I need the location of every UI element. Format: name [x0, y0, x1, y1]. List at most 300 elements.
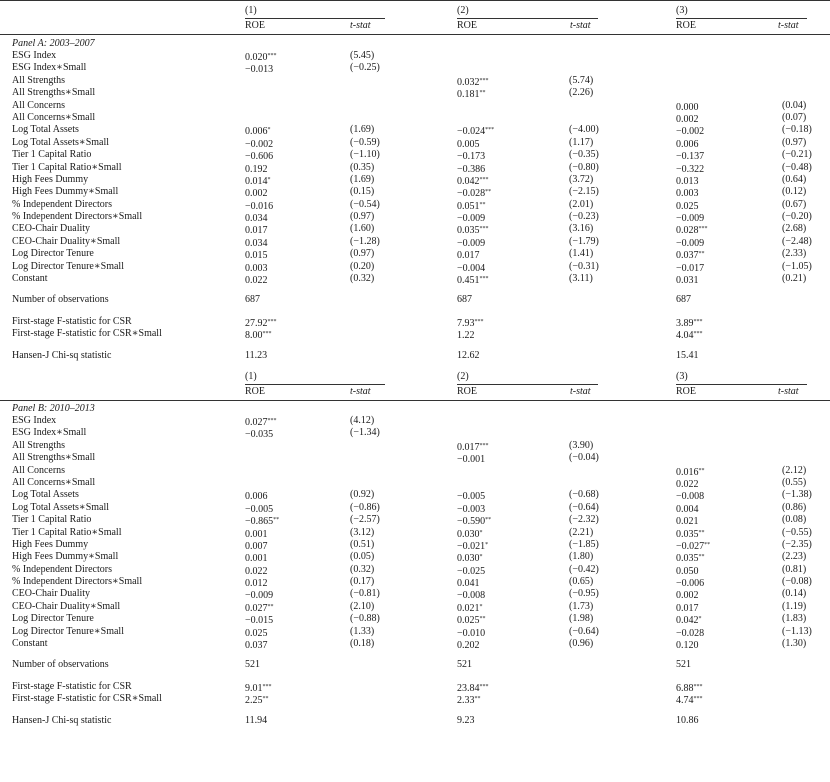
table-row [0, 273, 830, 285]
coef-col2-value: 0.021 [457, 602, 480, 614]
coef-col2-value: −0.025 [457, 565, 486, 577]
coef-col1-value: 0.034 [245, 237, 268, 249]
panel-title: Panel A: 2003–2007 [12, 38, 95, 49]
tstat-col1: (−0.25) [350, 62, 380, 74]
coef-col2-value: −0.003 [457, 503, 486, 515]
coef-col2-value: −0.173 [457, 151, 486, 163]
tstat-col3: (0.14) [782, 588, 807, 600]
coef-col3-value: −0.009 [676, 237, 705, 249]
row-label: % Independent Directors [12, 198, 112, 210]
coef-col3-value: 0.021 [676, 516, 699, 528]
tstat-col1: (4.12) [350, 414, 375, 426]
row-label: Log Director Tenure∗Small [12, 260, 124, 272]
row-label: % Independent Directors [12, 563, 112, 575]
fstat-col1 [245, 328, 272, 342]
fstat-col2-stars: ** [474, 696, 481, 703]
coef-col2-value: 0.017 [457, 441, 480, 453]
fstat-row [0, 328, 830, 340]
fstat-col2-stars: *** [474, 318, 484, 325]
row-label: High Fees Dummy∗Small [12, 551, 119, 563]
tstat-col3: (−1.05) [782, 260, 812, 272]
table-row [0, 576, 830, 588]
row-label: Log Total Assets∗Small [12, 136, 110, 148]
coef-col2-stars: *** [479, 77, 489, 84]
tstat-col2: (2.26) [569, 87, 594, 99]
tstat-col3: (1.19) [782, 600, 807, 612]
coef-col3-value: 0.042 [676, 615, 699, 627]
coef-col3-value: 0.035 [676, 553, 699, 565]
tstat-header-3: t-stat [778, 20, 799, 31]
row-label: Tier 1 Capital Ratio [12, 514, 92, 526]
coef-col2 [457, 638, 480, 652]
tstat-header-2: t-stat [570, 20, 591, 31]
coef-col3-value: 0.050 [676, 565, 699, 577]
coef-col3-stars: ** [704, 541, 711, 548]
tstat-col2: (−0.35) [569, 149, 599, 161]
row-label: Constant [12, 638, 48, 650]
coef-col3-value: 0.000 [676, 101, 699, 113]
coef-col2-value: 0.202 [457, 640, 480, 652]
coef-col1-stars: ** [267, 603, 274, 610]
fstat-col3 [676, 328, 703, 342]
table-row [0, 112, 830, 124]
tstat-col3: (−0.55) [782, 526, 812, 538]
table-row [0, 248, 830, 260]
table-row [0, 100, 830, 112]
tstat-col1: (−1.10) [350, 149, 380, 161]
coef-col1-value: 0.027 [245, 416, 268, 428]
tstat-col2: (3.72) [569, 173, 594, 185]
tstat-col2: (−2.32) [569, 514, 599, 526]
tstat-col3: (2.68) [782, 223, 807, 235]
row-label: All Concerns [12, 464, 66, 476]
column-numbers [0, 4, 830, 18]
tstat-col1: (0.17) [350, 576, 375, 588]
coef-col3-value: 0.003 [676, 188, 699, 200]
coef-col2-stars: ** [479, 201, 486, 208]
table-row [0, 477, 830, 489]
coef-col2 [457, 273, 489, 287]
tstat-col1: (−0.54) [350, 198, 380, 210]
tstat-col1: (−1.34) [350, 427, 380, 439]
coef-col1-value: 0.006 [245, 126, 268, 138]
tstat-col2: (−0.23) [569, 211, 599, 223]
tstat-col2: (3.90) [569, 439, 594, 451]
tstat-col2: (5.74) [569, 74, 594, 86]
coef-col3-value: −0.009 [676, 213, 705, 225]
coef-col2-value: 0.025 [457, 615, 480, 627]
coef-col1-value: 0.001 [245, 528, 268, 540]
table-row [0, 527, 830, 539]
coef-col3-value: 0.028 [676, 225, 699, 237]
coef-col3-value: 0.037 [676, 250, 699, 262]
tstat-col3: (−1.13) [782, 625, 812, 637]
coef-col1-value: 0.015 [245, 250, 268, 262]
row-label: Tier 1 Capital Ratio∗Small [12, 161, 122, 173]
coef-col1-value: 0.007 [245, 540, 268, 552]
row-label: ESG Index [12, 414, 57, 426]
coef-col2-stars: *** [479, 276, 489, 283]
coef-col2-value: 0.035 [457, 225, 480, 237]
tstat-col2: (1.80) [569, 551, 594, 563]
row-label: First-stage F-statistic for CSR [12, 315, 132, 327]
header-bottom-rule [0, 400, 830, 401]
tstat-col2: (−0.64) [569, 625, 599, 637]
hansen-col3: 10.86 [676, 714, 699, 726]
tstat-col3: (−2.48) [782, 235, 812, 247]
coef-col2-value: −0.386 [457, 163, 486, 175]
row-label: Log Director Tenure [12, 248, 94, 260]
fstat-col2-value: 2.33 [457, 695, 475, 707]
table-row [0, 564, 830, 576]
row-label: First-stage F-statistic for CSR∗Small [12, 328, 162, 340]
fstat-col2 [457, 328, 475, 342]
row-label: CEO-Chair Duality∗Small [12, 235, 121, 247]
tstat-col3: (−0.21) [782, 149, 812, 161]
coef-col3-value: −0.017 [676, 262, 705, 274]
coef-col2-value: 0.005 [457, 138, 480, 150]
hansen-col3: 15.41 [676, 349, 699, 361]
fstat-col3-stars: *** [693, 696, 703, 703]
table-row [0, 75, 830, 87]
row-label: All Strengths∗Small [12, 452, 96, 464]
fstat-col1-value: 8.00 [245, 330, 263, 342]
fstat-col3-value: 3.89 [676, 317, 694, 329]
nobs-col3: 687 [676, 294, 691, 306]
coef-col1-value: −0.015 [245, 615, 274, 627]
coef-col3-value: −0.008 [676, 491, 705, 503]
tstat-header-2: t-stat [570, 385, 591, 397]
tstat-col1: (0.32) [350, 563, 375, 575]
coef-col1-value: 0.001 [245, 553, 268, 565]
hansen-row [0, 715, 830, 727]
row-label: Log Total Assets [12, 124, 79, 136]
column-subheaders [0, 385, 830, 399]
roe-header-3: ROE [676, 385, 696, 397]
tstat-col1: (2.10) [350, 600, 375, 612]
coef-col1-value: 0.022 [245, 565, 268, 577]
tstat-col2: (0.65) [569, 576, 594, 588]
tstat-col2: (1.73) [569, 600, 594, 612]
coef-col3-stars: ** [698, 529, 705, 536]
tstat-col2: (−1.79) [569, 235, 599, 247]
tstat-col2: (−2.15) [569, 186, 599, 198]
table-row [0, 50, 830, 62]
fstat-col2 [457, 693, 481, 707]
fstat-col3-value: 6.88 [676, 682, 694, 694]
coef-col3 [676, 273, 699, 287]
tstat-col1: (−0.88) [350, 613, 380, 625]
coef-col2-value: −0.009 [457, 237, 486, 249]
tstat-col3: (−0.18) [782, 124, 812, 136]
row-label: ESG Index [12, 50, 57, 61]
row-label: Number of observations [12, 294, 109, 306]
coef-col1-value: 0.017 [245, 225, 268, 237]
hansen-col2: 9.23 [457, 714, 475, 726]
coef-col2-value: 0.181 [457, 89, 480, 101]
coef-col2-value: 0.030 [457, 553, 480, 565]
tstat-col1: (1.60) [350, 223, 375, 235]
fstat-col3-value: 4.04 [676, 330, 694, 342]
tstat-col2: (−0.68) [569, 489, 599, 501]
tstat-col1: (0.35) [350, 161, 375, 173]
coef-col2-stars: ** [485, 517, 492, 524]
fstat-col3-stars: *** [693, 331, 703, 338]
coef-col1-value: 0.002 [245, 188, 268, 200]
tstat-col2: (0.96) [569, 638, 594, 650]
nobs-col2: 687 [457, 294, 472, 306]
column-number-1: (1) [245, 370, 257, 382]
tstat-col3: (0.81) [782, 563, 807, 575]
fstat-row [0, 681, 830, 693]
tstat-col2: (−0.64) [569, 501, 599, 513]
coef-col3-value: 0.002 [676, 113, 699, 125]
coef-col2-stars: *** [485, 127, 495, 134]
column-subheaders [0, 19, 830, 33]
coef-col3-value: −0.028 [676, 627, 705, 639]
coef-col1-stars: ** [273, 517, 280, 524]
coef-col2-value: −0.005 [457, 491, 486, 503]
coef-col2-value: 0.017 [457, 250, 480, 262]
tstat-col1: (0.05) [350, 551, 375, 563]
row-label: Number of observations [12, 659, 109, 671]
coef-col1-value: −0.005 [245, 503, 274, 515]
coef-col2-value: −0.010 [457, 627, 486, 639]
nobs-col1: 521 [245, 659, 260, 671]
tstat-col3: (0.97) [782, 136, 807, 148]
row-label: All Strengths [12, 74, 66, 86]
fstat-col3-value: 4.74 [676, 695, 694, 707]
panel-title: Panel B: 2010–2013 [12, 402, 95, 414]
coef-col3-value: 0.002 [676, 590, 699, 602]
tstat-col2: (−4.00) [569, 124, 599, 136]
coef-col2-value: −0.009 [457, 213, 486, 225]
tstat-col1: (−0.86) [350, 501, 380, 513]
tstat-col3: (0.04) [782, 99, 807, 111]
column-number-3: (3) [676, 5, 688, 16]
tstat-col2: (−0.42) [569, 563, 599, 575]
coef-col1-value: −0.865 [245, 516, 274, 528]
table-row [0, 551, 830, 563]
fstat-col1-stars: *** [262, 683, 272, 690]
coef-col3-value: −0.137 [676, 151, 705, 163]
coef-col2-stars: *** [479, 176, 489, 183]
hansen-col1: 11.23 [245, 349, 268, 361]
table-row [0, 638, 830, 650]
tstat-col2: (−0.95) [569, 588, 599, 600]
fstat-col1-value: 2.25 [245, 695, 263, 707]
fstat-col1-value: 9.01 [245, 682, 263, 694]
row-label: Tier 1 Capital Ratio∗Small [12, 526, 122, 538]
row-label: CEO-Chair Duality [12, 588, 91, 600]
row-label: Log Director Tenure [12, 613, 94, 625]
coef-col2-value: 0.451 [457, 275, 480, 287]
tstat-col1: (1.69) [350, 124, 375, 136]
coef-col2-value: −0.028 [457, 188, 486, 200]
coef-col2-value: 0.041 [457, 578, 480, 590]
table-row [0, 465, 830, 477]
table-row [0, 149, 830, 161]
roe-header-1: ROE [245, 20, 265, 31]
column-header [0, 368, 830, 402]
coef-col2-value: 0.042 [457, 175, 480, 187]
tstat-col1: (1.69) [350, 173, 375, 185]
coef-col3-value: 0.025 [676, 200, 699, 212]
coef-col3-stars: * [698, 616, 702, 623]
tstat-col1: (0.15) [350, 186, 375, 198]
row-label: First-stage F-statistic for CSR [12, 680, 132, 692]
tstat-header-1: t-stat [350, 385, 371, 397]
table-row [0, 539, 830, 551]
tstat-col3: (1.30) [782, 638, 807, 650]
coef-col2-value: −0.008 [457, 590, 486, 602]
coef-col2-stars: * [479, 529, 483, 536]
coef-col1-value: 0.003 [245, 262, 268, 274]
column-number-2: (2) [457, 5, 469, 16]
tstat-col3: (−0.48) [782, 161, 812, 173]
tstat-col2: (2.01) [569, 198, 594, 210]
row-label: ESG Index∗Small [12, 427, 87, 439]
fstat-col2-value: 1.22 [457, 330, 475, 342]
tstat-col3: (1.83) [782, 613, 807, 625]
fstat-col3-stars: *** [693, 683, 703, 690]
roe-header-2: ROE [457, 20, 477, 31]
tstat-col3: (0.86) [782, 501, 807, 513]
row-label: Constant [12, 273, 48, 285]
roe-header-2: ROE [457, 385, 477, 397]
coef-col1 [245, 638, 268, 652]
fstat-col1-stars: *** [262, 331, 272, 338]
coef-col2-stars: *** [479, 226, 489, 233]
coef-col1-value: 0.020 [245, 52, 268, 63]
row-label: % Independent Directors∗Small [12, 576, 143, 588]
row-label: All Concerns∗Small [12, 476, 96, 488]
panel-a [0, 0, 830, 368]
coef-col1-stars: * [267, 127, 271, 134]
table-row [0, 489, 830, 501]
table-row [0, 186, 830, 198]
coef-col2-value: −0.024 [457, 126, 486, 138]
coef-col3 [676, 638, 699, 652]
coef-col3-value: 0.006 [676, 138, 699, 150]
table-row [0, 236, 830, 248]
coef-col3-value: −0.002 [676, 126, 705, 138]
coef-col1-stars: * [267, 176, 271, 183]
fstat-col1 [245, 693, 269, 707]
header-bottom-rule [0, 34, 830, 35]
tstat-col1: (0.32) [350, 273, 375, 285]
coef-col2-value: 0.051 [457, 200, 480, 212]
tstat-col3: (0.12) [782, 186, 807, 198]
tstat-col2: (−1.85) [569, 538, 599, 550]
tstat-col3: (−1.38) [782, 489, 812, 501]
coef-col3-value: −0.027 [676, 540, 705, 552]
coef-col3-value: 0.022 [676, 478, 699, 490]
row-label: CEO-Chair Duality∗Small [12, 600, 121, 612]
tstat-col2: (−0.31) [569, 260, 599, 272]
tstat-col3: (2.33) [782, 248, 807, 260]
tstat-col2: (1.41) [569, 248, 594, 260]
fstat-col3 [676, 693, 703, 707]
tstat-col3: (−2.35) [782, 538, 812, 550]
coef-col1-stars: *** [267, 417, 277, 424]
table-row [0, 162, 830, 174]
coef-col1-value: −0.013 [245, 64, 274, 76]
table-row [0, 223, 830, 235]
column-number-3: (3) [676, 370, 688, 382]
coef-col1-stars: *** [267, 53, 277, 59]
tstat-col3: (0.67) [782, 198, 807, 210]
row-label: High Fees Dummy [12, 538, 89, 550]
coef-col2-value: −0.004 [457, 262, 486, 274]
coef-col3-stars: ** [698, 251, 705, 258]
table-row [0, 452, 830, 464]
tstat-col2: (−0.80) [569, 161, 599, 173]
coef-col2-stars: * [479, 554, 483, 561]
coef-col3-value: 0.004 [676, 503, 699, 515]
roe-header-1: ROE [245, 385, 265, 397]
tstat-col3: (0.07) [782, 111, 807, 123]
coef-col3-value: 0.013 [676, 175, 699, 187]
coef-col2-stars: ** [479, 90, 486, 97]
table-row [0, 87, 830, 99]
table-row [0, 427, 830, 439]
coef-col3-value: 0.120 [676, 640, 699, 652]
nobs-col2: 521 [457, 659, 472, 671]
coef-col1-value: −0.035 [245, 429, 274, 441]
tstat-col1: (0.20) [350, 260, 375, 272]
row-label: Log Total Assets∗Small [12, 501, 110, 513]
coef-col1-value: −0.606 [245, 151, 274, 163]
coef-col1-value: 0.034 [245, 213, 268, 225]
coef-col3-stars: *** [698, 226, 708, 233]
hansen-col2: 12.62 [457, 349, 480, 361]
coef-col1-value: 0.037 [245, 640, 268, 652]
tstat-col3: (−0.08) [782, 576, 812, 588]
tstat-col1: (−1.28) [350, 235, 380, 247]
coef-col2-value: 0.030 [457, 528, 480, 540]
coef-col2-stars: *** [479, 442, 489, 449]
tstat-col1: (1.33) [350, 625, 375, 637]
coef-col1-value: −0.009 [245, 590, 274, 602]
table-row [0, 199, 830, 211]
table-row [0, 440, 830, 452]
tstat-col1: (−2.57) [350, 514, 380, 526]
tstat-col1: (0.51) [350, 538, 375, 550]
tstat-col2: (1.17) [569, 136, 594, 148]
tstat-col3: (0.21) [782, 273, 807, 285]
tstat-col3: (0.08) [782, 514, 807, 526]
row-label: ESG Index∗Small [12, 62, 87, 74]
tstat-col1: (5.45) [350, 50, 375, 61]
fstat-row [0, 693, 830, 705]
row-label: All Strengths [12, 439, 66, 451]
fstat-col3-stars: *** [693, 318, 703, 325]
coef-col1-value: 0.025 [245, 627, 268, 639]
coef-col3-stars: ** [698, 554, 705, 561]
row-label: Log Total Assets [12, 489, 79, 501]
tstat-col1: (−0.81) [350, 588, 380, 600]
coef-col2-value: 0.032 [457, 76, 480, 88]
tstat-col2: (3.16) [569, 223, 594, 235]
tstat-col1: (−0.59) [350, 136, 380, 148]
coef-col3-value: 0.035 [676, 528, 699, 540]
tstat-col3: (2.12) [782, 464, 807, 476]
fstat-col2-stars: *** [479, 683, 489, 690]
coef-col2-value: −0.590 [457, 516, 486, 528]
coef-col1-value: 0.192 [245, 163, 268, 175]
hansen-col1: 11.94 [245, 714, 268, 726]
